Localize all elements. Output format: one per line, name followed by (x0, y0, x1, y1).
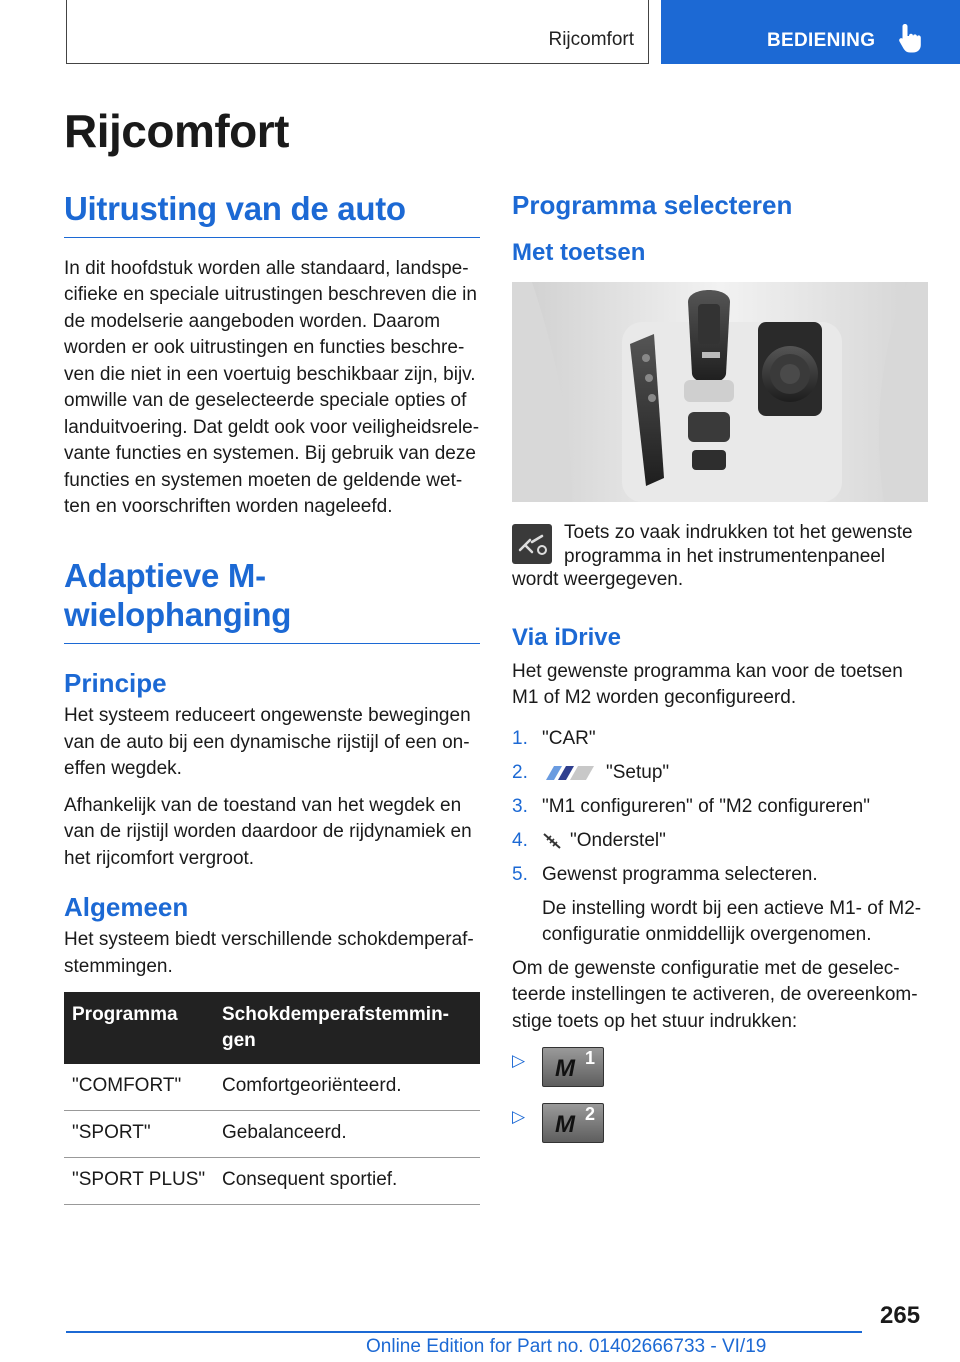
list-item (512, 794, 928, 820)
table-cell-program: "COMFORT" (64, 1064, 214, 1111)
equipment-heading: Uitrusting van de auto (64, 190, 480, 238)
header-section-box (66, 0, 649, 64)
via-idrive-heading: Via iDrive (512, 623, 621, 651)
m2-key-sup: 2 (585, 1104, 596, 1125)
left-column (64, 190, 480, 1205)
general-heading: Algemeen (64, 892, 189, 922)
table-row (64, 1111, 480, 1158)
principle-heading: Principe (64, 667, 167, 698)
table-row (64, 1158, 480, 1205)
footer-edition-text: Online Edition for Part no. 01402666733 - VI/19 (366, 1336, 767, 1357)
table-cell-damper: Gebalanceerd. (214, 1111, 480, 1158)
right-column (512, 190, 928, 1145)
m1-key-row (512, 1047, 928, 1089)
button-instruction-line-2: programma in het instrumentenpaneel (564, 546, 886, 568)
adaptive-heading-line-1: Adaptieve M- (64, 556, 266, 594)
idrive-steps-list (512, 726, 928, 948)
with-buttons-heading: Met toetsen (512, 239, 646, 267)
adaptive-suspension-heading (64, 557, 480, 644)
step-number: 1. (512, 727, 528, 749)
table-cell-damper: Comfortgeoriënteerd. (214, 1064, 480, 1111)
table-header-damper: Schokdemperafstemmin-gen (214, 992, 480, 1064)
step-text: "Onderstel" (570, 829, 666, 851)
center-console-illustration (512, 282, 928, 502)
triangle-bullet: ▷ (512, 1051, 526, 1071)
principle-text-1: Het systeem reduceert ongewenste bewegingen van de auto bij een dynamische rijstijl of een on-effen wegdek. (64, 705, 471, 779)
table-cell-program: "SPORT PLUS" (64, 1158, 214, 1205)
list-item (512, 760, 928, 786)
pointing-hand-icon (897, 22, 923, 54)
list-item (512, 862, 928, 948)
step-number: 4. (512, 829, 528, 851)
table-header-program: Programma (64, 992, 214, 1064)
step-text: "M1 configureren" of "M2 configureren" (542, 795, 870, 817)
table-cell-damper: Consequent sportief. (214, 1158, 480, 1205)
table-cell-program: "SPORT" (64, 1111, 214, 1158)
center-console-photo (512, 282, 928, 502)
list-item (512, 726, 928, 752)
button-instruction (512, 522, 928, 598)
step-text: "Setup" (606, 761, 670, 783)
triangle-bullet: ▷ (512, 1107, 526, 1127)
activate-text: Om de gewenste configuratie met de geselec-teerde instellingen te activeren, de overeenkom-stige toets op het stuur indrukken: (512, 957, 918, 1032)
step5-note: De instelling wordt bij een actieve M1- of M2-configuratie onmiddellijk overgenomen. (542, 897, 922, 945)
header-chapter-label: BEDIENING (767, 30, 876, 51)
button-instruction-line-3: wordt weergegeven. (512, 568, 684, 590)
m2-key-icon (542, 1103, 604, 1143)
table-header-row (64, 992, 480, 1064)
m1-key-sup: 1 (585, 1048, 596, 1069)
general-text: Het systeem biedt verschillende schokdemperaf-stemmingen. (64, 929, 474, 977)
footer-divider (66, 1331, 862, 1333)
page-title: Rijcomfort (64, 105, 289, 157)
m1-key-icon (542, 1047, 604, 1087)
step-text: "CAR" (542, 727, 596, 749)
damper-programs-table (64, 992, 480, 1205)
step-number: 5. (512, 863, 528, 885)
step-text: Gewenst programma selecteren. (542, 863, 818, 885)
list-item (512, 828, 928, 854)
button-instruction-line-1: Toets zo vaak indrukken tot het gewenste (564, 521, 913, 543)
select-program-heading: Programma selecteren (512, 190, 793, 220)
m-stripes-icon (542, 765, 596, 781)
header-section-title: Rijcomfort (548, 29, 634, 50)
page-number: 265 (880, 1302, 921, 1329)
drive-mode-button-icon (512, 524, 552, 564)
table-row (64, 1064, 480, 1111)
step-number: 3. (512, 795, 528, 817)
m2-key-row (512, 1103, 928, 1145)
header-chapter-tab (661, 0, 960, 64)
step-number: 2. (512, 761, 528, 783)
adaptive-heading-line-2: wielophanging (64, 595, 292, 633)
equipment-text: In dit hoofdstuk worden alle standaard, landspe-cifieke en speciale uitrustingen beschreven die in de modelserie aangeboden worden. Daarom worden er ook uitrustingen en functies beschre-ven die niet in een voertuig beschikbaar zijn, bijv. omwille van de geselecteerde speciale opties of landuitvoering. Dat geldt ook voor veiligheidsrele-vante functies en systemen. Bij gebruik van deze functies en systemen moeten de geldende wet-ten en voorschriften worden nageleefd. (64, 257, 480, 518)
m2-key-label: M (555, 1111, 575, 1139)
principle-text-2: Afhankelijk van de toestand van het wegdek en van de rijstijl worden daardoor de rijdynamiek en het rijcomfort vergroot. (64, 794, 472, 869)
suspension-icon (542, 832, 562, 850)
idrive-text: Het gewenste programma kan voor de toetsen M1 of M2 worden geconfigureerd. (512, 660, 903, 709)
m1-key-label: M (555, 1055, 575, 1083)
